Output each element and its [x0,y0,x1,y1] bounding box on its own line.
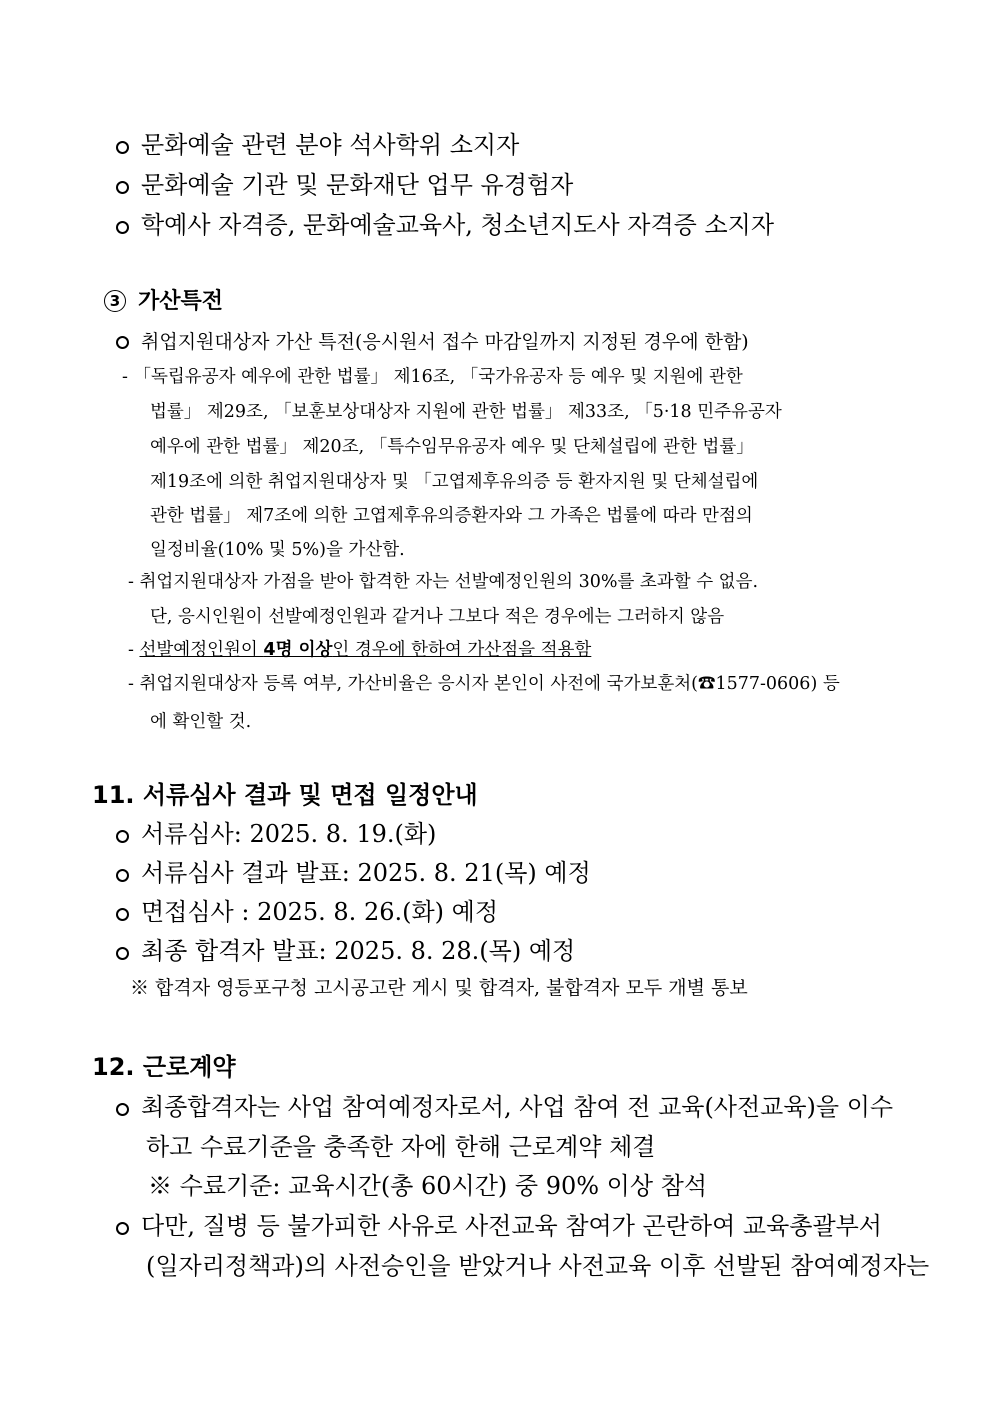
law-line: - 「독립유공자 예우에 관한 법률」 제16조, 「국가유공자 등 예우 및 지원에 관한 [122,367,743,387]
contract-item-continued: 하고 수료기준을 충족한 자에 한해 근로계약 체결 [146,1133,656,1161]
circle-bullet-icon [116,830,129,843]
section-12-title: 12. 근로계약 [92,1053,236,1081]
check-line: - 취업지원대상자 등록 여부, 가산비율은 응시자 본인이 사전에 국가보훈처(☎1577-0606) 등 [128,674,840,694]
law-line: 예우에 관한 법률」 제20조, 「특수임무유공자 예우 및 단체설립에 관한 법률」 [150,437,754,457]
circle-bullet-icon [116,141,129,154]
circle-bullet-icon [116,181,129,194]
law-line: 관한 법률」 제7조에 의한 고엽제후유의증환자와 그 가족은 법률에 따라 만점의 [150,506,753,526]
schedule-item: 서류심사 결과 발표: 2025. 8. 21(목) 예정 [116,861,591,885]
circled-number-icon: 3 [104,290,126,312]
completion-note: ※ 수료기준: 교육시간(총 60시간) 중 90% 이상 참석 [148,1172,708,1200]
schedule-item: 최종 합격자 발표: 2025. 8. 28.(목) 예정 [116,939,575,963]
bonus-bullet: 취업지원대상자 가산 특전(응시원서 접수 마감일까지 지정된 경우에 한함) [116,333,749,352]
schedule-item: 서류심사: 2025. 8. 19.(화) [116,822,436,846]
check-line: 에 확인할 것. [150,712,252,732]
qualification-item: 학예사 자격증, 문화예술교육사, 청소년지도사 자격증 소지자 [116,213,774,237]
qualification-item: 문화예술 관련 분야 석사학위 소지자 [116,133,519,157]
circle-bullet-icon [116,908,129,921]
apply-line: - 선발예정인원이 4명 이상인 경우에 한하여 가산점을 적용함 [128,640,592,660]
circle-bullet-icon [116,221,129,234]
section-11-title: 11. 서류심사 결과 및 면접 일정안내 [92,781,478,809]
contract-item-continued: (일자리정책과)의 사전승인을 받았거나 사전교육 이후 선발된 참여예정자는 [146,1252,930,1280]
circle-bullet-icon [116,336,129,349]
circle-bullet-icon [116,1103,129,1116]
circle-bullet-icon [116,1222,129,1235]
schedule-note: ※ 합격자 영등포구청 고시공고란 게시 및 합격자, 불합격자 모두 개별 통보 [130,977,748,999]
schedule-item: 면접심사 : 2025. 8. 26.(화) 예정 [116,900,498,924]
contract-item: 최종합격자는 사업 참여예정자로서, 사업 참여 전 교육(사전교육)을 이수 [116,1095,893,1119]
circle-bullet-icon [116,869,129,882]
circle-bullet-icon [116,947,129,960]
law-line: 법률」 제29조, 「보훈보상대상자 지원에 관한 법률」 제33조, 「5·18 민주유공자 [150,402,782,422]
limit-line: - 취업지원대상자 가점을 받아 합격한 자는 선발예정인원의 30%를 초과할 수 없음. [128,572,759,592]
law-line: 일정비율(10% 및 5%)을 가산함. [150,540,405,560]
limit-line: 단, 응시인원이 선발예정인원과 같거나 그보다 적은 경우에는 그러하지 않음 [150,607,725,627]
law-line: 제19조에 의한 취업지원대상자 및 「고엽제후유의증 등 환자지원 및 단체설립에 [150,472,759,492]
contract-item: 다만, 질병 등 불가피한 사유로 사전교육 참여가 곤란하여 교육총괄부서 [116,1214,882,1238]
qualification-item: 문화예술 기관 및 문화재단 업무 유경험자 [116,173,573,197]
bonus-heading: 3 가산특전 [104,290,223,313]
